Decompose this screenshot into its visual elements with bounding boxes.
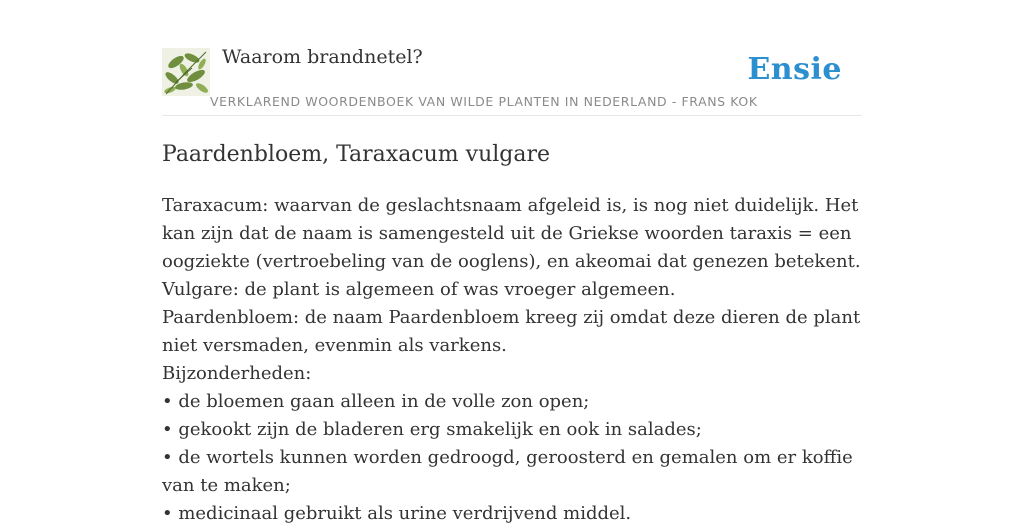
entry-bullet: • gekookt zijn de bladeren erg smakelijk en ook in salades; — [162, 419, 702, 440]
entry-body — [162, 192, 862, 528]
entry-bullet: • de wortels kunnen worden gedroogd, geroosterd en gemalen om er koffie van te maken; — [162, 447, 853, 496]
avatar[interactable] — [162, 48, 210, 96]
header — [162, 44, 862, 116]
source-label[interactable]: VERKLAREND WOORDENBOEK VAN WILDE PLANTEN IN NEDERLAND - FRANS KOK — [210, 94, 758, 109]
plant-leaves-icon — [162, 48, 210, 96]
entry-paragraph: Paardenbloem: de naam Paardenbloem kreeg zij omdat deze dieren de plant niet versmaden, evenmin als varkens. — [162, 307, 861, 356]
entry-bullet: • medicinaal gebruikt als urine verdrijvend middel. — [162, 503, 632, 524]
entry-content — [162, 138, 862, 528]
entry-title: Paardenbloem, Taraxacum vulgare — [162, 142, 551, 167]
entry-paragraph: Bijzonderheden: — [162, 363, 312, 384]
entry-bullet: • de bloemen gaan alleen in de volle zon open; — [162, 391, 590, 412]
entry-paragraph: Vulgare: de plant is algemeen of was vroeger algemeen. — [162, 279, 676, 300]
entry-paragraph: Taraxacum: waarvan de geslachtsnaam afgeleid is, is nog niet duidelijk. Het kan zijn dat de naam is samengesteld uit de Griekse woorden taraxis = een oogziekte (vertroebeling van de ooglens), en akeomai dat genezen betekent. — [162, 195, 861, 272]
question-title[interactable]: Waarom brandnetel? — [222, 46, 423, 68]
ensie-logo[interactable]: Ensie — [747, 52, 842, 87]
